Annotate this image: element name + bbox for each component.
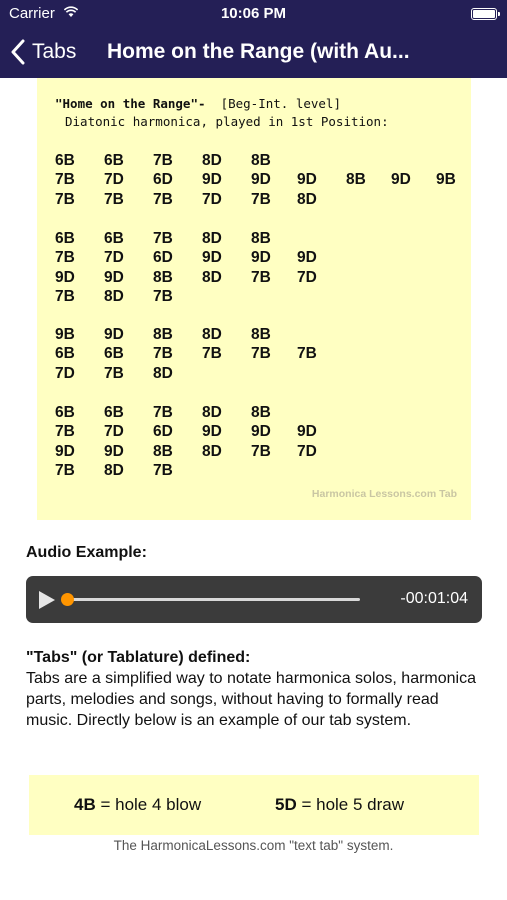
tab-note: 8D: [202, 326, 222, 343]
tab-note: 9D: [297, 423, 317, 441]
tab-note: 9D: [202, 423, 222, 441]
tab-note: 9D: [297, 249, 317, 267]
carrier-label: Carrier: [9, 5, 55, 22]
tab-note: 6D: [153, 171, 173, 189]
tab-note: 7B: [153, 404, 173, 421]
tab-note: 9D: [297, 171, 317, 189]
tab-row: [55, 404, 475, 424]
tab-note: 9D: [104, 326, 124, 343]
tab-note: 7B: [55, 288, 75, 306]
tab-row: [55, 345, 475, 365]
tab-note: 7B: [251, 442, 271, 460]
watermark: Harmonica Lessons.com Tab: [311, 488, 457, 500]
tab-note: 7B: [202, 345, 222, 363]
tab-note: 7D: [55, 364, 75, 382]
tab-note: 7D: [104, 249, 124, 267]
legend-text: = hole 5 draw: [296, 795, 404, 814]
tab-row: [55, 423, 475, 443]
audio-progress-track[interactable]: [68, 598, 360, 601]
tab-note: 6B: [104, 152, 124, 169]
tab-row: [55, 249, 475, 269]
legend-code: 5D: [275, 795, 297, 814]
tab-note: 6B: [55, 230, 75, 247]
tab-note: 9B: [436, 171, 456, 189]
legend-code: 4B: [74, 795, 96, 814]
tab-note: 8D: [202, 152, 222, 169]
song-title: "Home on the Range"-: [55, 96, 206, 111]
tab-note: 7B: [153, 462, 173, 480]
tab-note: 7B: [153, 288, 173, 306]
tab-note: 7B: [153, 230, 173, 247]
tab-row: [55, 443, 475, 463]
tab-note: 7B: [153, 152, 173, 169]
tab-note: 7B: [55, 462, 75, 480]
tab-note: 6D: [153, 249, 173, 267]
tab-note: 7D: [104, 423, 124, 441]
tab-note: 7B: [55, 171, 75, 189]
status-time: 10:06 PM: [220, 5, 287, 22]
tab-note: 7B: [55, 423, 75, 441]
tab-note: 8D: [104, 288, 124, 306]
tab-note: 7B: [153, 345, 173, 363]
tab-note: 9D: [104, 268, 124, 286]
tab-row: [55, 171, 475, 191]
tab-row: [55, 365, 475, 385]
tab-row: [55, 269, 475, 289]
audio-scrubber[interactable]: [61, 593, 74, 606]
tab-note: 9D: [251, 249, 271, 267]
tab-note: 7D: [297, 268, 317, 286]
tab-note: 9D: [202, 171, 222, 189]
tab-note: 6B: [104, 345, 124, 363]
tab-note: 6B: [55, 345, 75, 363]
tab-note: 8B: [251, 230, 271, 247]
skill-level: [Beg-Int. level]: [220, 96, 341, 111]
tab-note: 6D: [153, 423, 173, 441]
tab-heading: [55, 96, 341, 111]
tab-note: 8D: [104, 462, 124, 480]
tab-note: 8D: [297, 190, 317, 208]
tab-note: 6B: [55, 152, 75, 169]
back-button[interactable]: [10, 38, 76, 66]
audio-example-label: Audio Example:: [26, 544, 147, 561]
tab-note: 8B: [251, 326, 271, 343]
tab-row: [55, 230, 475, 250]
legend-item-draw: [275, 795, 404, 815]
tab-note: 8D: [202, 442, 222, 460]
tab-note: 9D: [55, 442, 75, 460]
tab-note: 9D: [104, 442, 124, 460]
tab-note: 9D: [202, 249, 222, 267]
tab-row: [55, 326, 475, 346]
tab-note: 7B: [55, 249, 75, 267]
tab-note: 7B: [251, 268, 271, 286]
tab-row: [55, 288, 475, 308]
tab-note: 8D: [202, 230, 222, 247]
tab-row: [55, 152, 475, 172]
legend-text: = hole 4 blow: [95, 795, 202, 814]
back-button-label: Tabs: [32, 40, 77, 63]
tab-note: 7B: [251, 345, 271, 363]
tab-note: 7B: [104, 190, 124, 208]
harmonica-tab-card: [37, 78, 471, 520]
tab-note: 9D: [55, 268, 75, 286]
tab-note: 8B: [153, 326, 173, 343]
tab-note: 7D: [202, 190, 222, 208]
tab-note: 7D: [297, 442, 317, 460]
tab-note: 7B: [297, 345, 317, 363]
audio-player: [26, 576, 482, 623]
tab-note: 9B: [55, 326, 75, 343]
definition-title: "Tabs" (or Tablature) defined:: [26, 649, 251, 666]
tab-row: [55, 462, 475, 482]
tab-note: 8B: [346, 171, 366, 189]
tab-note: 7D: [104, 171, 124, 189]
tab-note: 8B: [153, 268, 173, 286]
battery-icon: [471, 8, 497, 20]
tab-note: 7B: [251, 190, 271, 208]
legend-caption: The HarmonicaLessons.com "text tab" system.: [113, 838, 394, 853]
status-bar: [0, 0, 507, 26]
tab-legend-box: [29, 775, 479, 835]
tab-note: 8B: [251, 152, 271, 169]
navigation-bar: [0, 26, 507, 78]
chevron-left-icon: [10, 39, 26, 65]
tab-note: 6B: [55, 404, 75, 421]
tab-note: 7B: [55, 190, 75, 208]
tab-note: 9D: [391, 171, 411, 189]
time-remaining: -00:01:04: [400, 590, 468, 607]
tab-note: 8D: [202, 404, 222, 421]
tab-note: 9D: [251, 423, 271, 441]
definition-body: Tabs are a simplified way to notate harmonica solos, harmonica parts, melodies and songs, without having to formally read music. Directly below is an example of our tab system.: [26, 670, 476, 729]
play-icon[interactable]: [38, 590, 56, 610]
tab-note: 8B: [153, 442, 173, 460]
tab-row: [55, 191, 475, 211]
tab-note: 6B: [104, 404, 124, 421]
tab-note: 7B: [104, 364, 124, 382]
tab-note: 8B: [251, 404, 271, 421]
tab-note: 6B: [104, 230, 124, 247]
tab-note: 9D: [251, 171, 271, 189]
legend-item-blow: [74, 795, 201, 815]
tab-note: 8D: [202, 268, 222, 286]
tab-note: 7B: [153, 190, 173, 208]
tab-subtitle: Diatonic harmonica, played in 1st Position:: [65, 114, 389, 129]
page-title: Home on the Range (with Au...: [107, 40, 410, 63]
tab-note: 8D: [153, 364, 173, 382]
